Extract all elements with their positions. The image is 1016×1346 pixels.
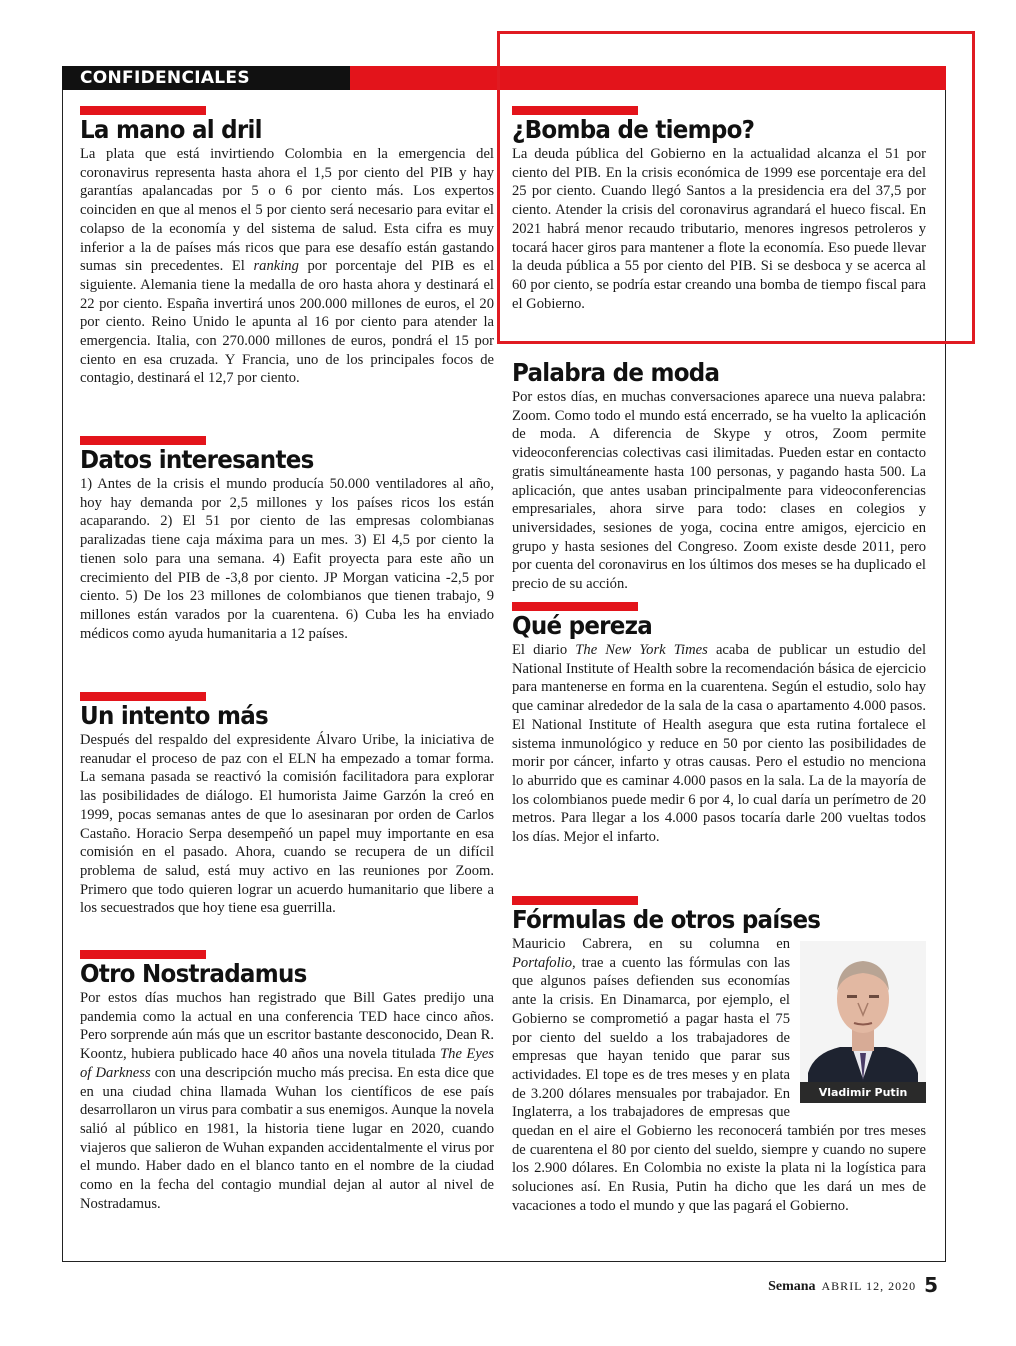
article-formulas-de-otros-paises (512, 896, 926, 1216)
italic-text: ranking (253, 258, 299, 275)
body-text: La plata que está invirtiendo Colombia en la emergencia del coronavirus representa hasta ahora el 1,5 por ciento del PIB y hay garantías apalancadas por 5 o 6 por ciento más. Los expertos coinciden en que al menos el 5 por ciento será necesario para evitar el colapso de la economía y del sistema de salud. Esta cifra es muy inferior a la de países más ricos que para ese desafío están gastando sumas sin precedentes. El (80, 146, 494, 275)
body-text: Después del respaldo del expresidente Álvaro Uribe, la iniciativa de reanudar el proceso de paz con el ELN ha empezado a tomar forma. La semana pasada se reactivó la comisión facilitadora para explorar las posibilidades de diálogo. El humorista Jaime Garzón la creó en 1999, pocas semanas antes de que lo asesinaran por orden de Carlos Castaño. Horacio Serpa desempeñó un papel muy importante en esa comisión en el pasado. Ahora, cuando se recupera de un difícil problema de salud, está muy activo en las reuniones por Zoom. Primero que todo quieren lograr un acuerdo humanitario que libere a los secuestrados que hoy tiene esa guerrilla. (80, 732, 494, 917)
italic-text: The New York Times (575, 642, 708, 658)
highlight-box (497, 31, 975, 344)
body-text: acaba de publicar un estudio del National Institute of Health sobre la recomendación básica de ejercicio para mantenerse en forma en la cuarentena. Según el estudio, solo hay que caminar alrededor de la sala de la casa o apartamento 4.000 pasos. El National Institute of Health asegura que esta rutina fortalece el sistema inmunológico y reduce en 50 por ciento las posibilidades de morir por cáncer, infarto y otras causas. Pero el estudio no menciona lo aburrido que es caminar 4.000 pasos en la sala. La de la mayoría de los colombianos puede medir 6 por 4, lo cual daría un perímetro de 20 metros. Para llegar a los 4.000 pasos tocaría darle 200 vueltas todos los días. Mejor el infarto. (512, 642, 926, 846)
issue-date: ABRIL 12, 2020 (821, 1279, 917, 1293)
magazine-name: Semana (768, 1279, 816, 1294)
article-body (512, 935, 926, 1216)
body-text: El diario (512, 642, 576, 658)
article-title: Datos interesantes (80, 445, 314, 474)
body-text: Mauricio Cabrera, en su columna en (512, 936, 790, 952)
article-bar (80, 106, 206, 115)
article-title: La mano al dril (80, 115, 262, 144)
italic-text: Portafolio, (512, 954, 576, 971)
article-bar (80, 692, 206, 701)
body-text: por porcentaje del PIB es el siguiente. Alemania tiene la medalla de oro hasta ahora y destinará el 22 por ciento. España invertirá unos 200.000 millones de euros, el 20 por ciento. Reino Unido le apunta al 16 por ciento para atender la emergencia. Italia, con 270.000 millones de euros, pondrá el 15 por ciento en esa cruzada. Y Francia, uno de los principales focos de contagio, destinará el 12,7 por ciento. (80, 258, 495, 387)
body-text: 1) Antes de la crisis el mundo producía 50.000 ventiladores al año, hoy hay demanda por 2,5 millones y los países ricos los están acaparando. 2) El 51 por ciento de las empresas colombianas paralizadas tiene caja máxima para un mes. 3) El 4,5 por ciento la tienen solo para una semana. 4) Eafit proyecta para este año un crecimiento del PIB de -3,8 por ciento. JP Morgan vaticina -2,5 por ciento. 5) De los 23 millones de colombianos que tienen trabajo, 9 millones están varados por la cuarentena. 6) Cuba les ha enviado médicos como ayuda humanitaria a 12 países. (80, 476, 494, 642)
article-title: Qué pereza (512, 611, 653, 640)
article-body (80, 731, 494, 918)
body-text: trae a cuento las fórmulas con las que algunos países defienden sus economías ante la crisis. En Dinamarca, por ejemplo, el Gobierno se comprometió a pagar hasta el 75 por ciento del sueldo a los trabajadores de empresas que hayan tenido que parar sus actividades. El tope es de tres meses y en plata de 3.200 dólares mensuales por trabajador. En Inglaterra, a los trabajadores de empresas que quedan en el aire el Gobierno les reconocerá también por tres meses de cuarentena el 80 por ciento del sueldo, siempre y cuando no supere los 2.900 dólares. En Colombia no existe la plata ni la logística para soluciones así. En Rusia, Putin ha dicho que les dará un mes de vacaciones a todo el mundo y que las pagará el Gobierno. (512, 954, 926, 1214)
article-body (80, 145, 494, 388)
article-title: ¿Bomba de tiempo? (512, 115, 755, 144)
portrait-image (800, 941, 926, 1103)
article-datos-interesantes (80, 436, 494, 643)
photo-caption: Vladimir Putin (800, 1082, 926, 1103)
article-que-pereza (512, 602, 926, 847)
article-bar (512, 602, 638, 611)
body-text: La deuda pública del Gobierno en la actualidad alcanza el 51 por ciento del PIB. En la crisis económica de 1999 ese porcentaje era del 25 por ciento. Cuando llegó Santos a la presidencia era del 37,5 por ciento. Atender la crisis del coronavirus agrandará el hueco fiscal. En 2021 habrá menor recaudo tributario, menores ingresos petroleros y tocará hacer giros para mantener a flote la economía. Eso puede llevar la deuda pública a 55 por ciento del PIB. Si se desboca y se acerca al 60 por ciento, se podría estar creando una bomba de tiempo fiscal para el Gobierno. (512, 146, 926, 312)
article-bar (512, 896, 638, 905)
italic-text: The Eyes of Darkness (80, 1046, 494, 1081)
article-body (80, 475, 494, 643)
article-body (80, 989, 494, 1213)
page-number: 5 (924, 1273, 938, 1297)
article-body (512, 641, 926, 847)
article-un-intento-mas (80, 692, 494, 918)
article-bar (80, 950, 206, 959)
putin-photo (800, 941, 926, 1103)
article-body (512, 388, 926, 594)
article-title: Otro Nostradamus (80, 959, 307, 988)
body-text: Por estos días, en muchas conversaciones aparece una nueva palabra: Zoom. Como todo el mundo está encerrado, se ha vuelto la aplicación de moda. A diferencia de Skype y otros, Zoom permite videoconferencias colectivas casi ilimitadas. Pueden estar en contacto gratis simultáneamente hasta 100 personas, y pagando hasta 500. La aplicación, que antes usaban principalmente para videoconferencias empresariales, ahora sirve para todo: clases en colegios y universidades, sesiones de yoga, cocina entre amigos, ejercicio en grupo y hasta sesiones del Congreso. Zoom existe desde 2011, pero por cuenta del coronavirus en los últimos dos meses se ha duplicado el precio de su acción. (512, 389, 926, 593)
article-palabra-de-moda (512, 358, 926, 594)
section-title: CONFIDENCIALES (80, 68, 250, 88)
article-otro-nostradamus (80, 950, 494, 1213)
article-title: Fórmulas de otros países (512, 905, 821, 934)
body-text: con una descripción mucho más precisa. En esta dice que en una ciudad china llamada Wuhan los científicos de ese país desarrollaron un virus para combatir a sus enemigos. Aunque la novela salió al público en 1981, la historia tiene lugar en 2020, cuando viajeros que salieron de Wuhan expanden accidentalmente el virus por el mundo. Haber dado en el blanco tanto en el nombre de la ciudad como en la fecha del contagio mundial dejan al autor al nivel de Nostradamus. (80, 1064, 494, 1212)
article-bar (80, 436, 206, 445)
body-text: Por estos días muchos han registrado que Bill Gates predijo una pandemia como la actual en una conferencia TED hace cinco años. Pero sorprende aún más que un escritor bastante desconocido, Dean R. Koontz, hubiera publicado hace 40 años una novela titulada (80, 990, 494, 1063)
article-la-mano-al-dril (80, 106, 494, 388)
article-title: Palabra de moda (512, 358, 720, 387)
article-title: Un intento más (80, 701, 268, 730)
page-footer (768, 1273, 938, 1297)
